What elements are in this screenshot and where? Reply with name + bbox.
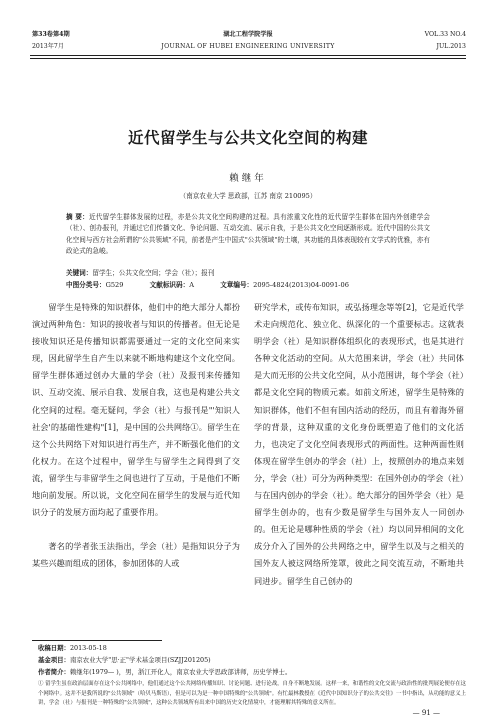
article-no-value: 2095-4824(2013)04-0091-06 (253, 281, 349, 289)
author-affiliation: （南京农业大学 思政部，江苏 南京 210095） (179, 192, 317, 200)
clc-label: 中图分类号： (66, 281, 106, 289)
volume-issue: 第33卷第4期 (32, 31, 70, 38)
body-left-column (32, 299, 240, 637)
journal-name-en: JOURNAL OF HUBEI ENGINEERING UNIVERSITY (161, 43, 335, 50)
keywords-label: 关键词： (66, 269, 93, 277)
author-bio-label: 作者简介： (38, 668, 70, 676)
publish-date: 2013年7月 (32, 43, 65, 50)
article-no-label: 文章编号： (220, 281, 254, 289)
doc-code-value: A (189, 281, 194, 289)
header-rule (30, 55, 466, 56)
header-rule-thin (30, 58, 466, 59)
footnote: ① 留学生虽在政治层面存在这个公共网络中，他们通过这个公共网络传播知识、讨论问题、进行论战，自身不断地发展。这样一来，和谐性的文化交流与政治性的批判展论便存在这个网络中。这并不是我所说的"公共领域"（哈贝马斯语），但是可以为是一种中国特殊的"公共领域"。有忙最林教授在《近代中国知识分子的公共交往》一书中指出，从功能的意义上讲，学会（社）与报刊是一种特殊的"公共领域"，这种公共领域所有出来中国的历史文化情境中，才能理解其特殊的意义所在。 (38, 681, 466, 707)
classification-line (66, 280, 446, 291)
publish-date-en: JUL.2013 (436, 43, 466, 50)
page-number: — 91 — (412, 709, 440, 717)
author-bio (38, 666, 291, 678)
author-bio-value: 赖继年(1979— )，男，浙江开化人，南京农业大学思政部讲师，历史学博士。 (69, 668, 292, 676)
volume-issue-en: VOL.33 NO.4 (424, 31, 466, 38)
journal-name-cn: 湖北工程学院学报 (223, 31, 273, 38)
author-name: 赖继年 (229, 173, 267, 184)
received-label: 收稿日期： (38, 644, 70, 652)
body-paragraph: 著名的学者张玉法指出，学会（社）是指知识分子为某些兴趣而组成的团体，参加团体的人或 (32, 541, 240, 569)
keywords (66, 268, 430, 279)
article-title: 近代留学生与公共文化空间的构建 (127, 128, 368, 147)
body-paragraph: 留学生是特殊的知识群体，他们中的绝大部分人都扮演过两种角色：知识的接收者与知识的传播者。但无论是接收知识还是传播知识都需要通过一定的文化空间来实现，因此留学生自产生以来就不断地构建这个文化空间。留学生群体通过创办大量的学会（社）及报刊来传播知识、互动交流、展示自我、发展自我，这也是构建公共文化空间的过程。毫无疑问，学会（社）与报刊是"'知识人社会'的基础性建构"[1]，是中国的公共网络①。留学生在这个公共网络下对知识进行再生产，并不断强化他们的文化权力。在这个过程中，留学生与留学生之间得到了交流，留学生与非留学生之间也进行了互动，于是他们不断地向前发展。所以说，文化空间在留学生的发展与近代知识分子的发展方面均起了重要作用。 (32, 302, 240, 518)
footnote-rule (32, 640, 162, 641)
fund-label: 基金项目： (38, 656, 70, 664)
doc-code-label: 文献标识码： (149, 281, 190, 289)
fund-project (38, 654, 211, 666)
clc-value: G529 (105, 281, 124, 289)
keywords-text: 留学生；公共文化空间；学会（社）；报刊 (92, 269, 215, 277)
abstract-text: 近代留学生群体发展的过程，亦是公共文化空间构建的过程。具有浓重文化性的近代留学生群体在国内外创建学会（社）、创办报刊，并通过它们传播文化、争论问题、互动交流、展示自我，于是公共文化空间逐渐形成。近代中国的公共文化空间与西方社会所谓的"公共领域"不同，前者是产生中国式"公共领域"的土壤，其功能的具体表现较有文学式的优雅，亦有政论式的急峻。 (66, 213, 431, 255)
received-value: 2013-05-18 (69, 644, 107, 652)
body-right-column (254, 299, 464, 637)
body-paragraph: 研究学术，或传布知识，或弘扬理念等等[2]，它是近代学术走向规范化、独立化、纵深化的一个重要标志。这就表明学会（社）是知识群体组织化的表现形式，也是其进行各种文化活动的空间。从大范围来讲，学会（社）共同体是大而无形的公共文化空间，从小范围讲，每个学会（社）都是文化空间的物质元素。如前文所述，留学生是特殊的知识群体，他们不但有国内活动的经历，而且有着海外留学的背景，这种双重的文化身份既塑造了他们的文化活力，也决定了文化空间表现形式的两面性。这种两面性则体现在留学生创办的学会（社）上，按照创办的地点来划分，学会（社）可分为两种类型：在国外创办的学会（社）与在国内创办的学会（社）。绝大部分的国外学会（社）是留学生创办的，也有少数是留学生与国外友人一同创办的。但无论是哪种性质的学会（社）均以同异相间的文化成分介入了国外的公共网络之中，留学生以及与之相关的国外友人被这网络所笼罩，彼此之间交流互动，不断地共同进步。留学生自己创办的 (254, 302, 464, 586)
abstract-label: 摘 要： (66, 213, 90, 221)
abstract (66, 212, 430, 257)
fund-value: 南京农业大学"思·正"学术基金项目(SZJJ201205) (69, 656, 211, 664)
received-date (38, 642, 107, 654)
